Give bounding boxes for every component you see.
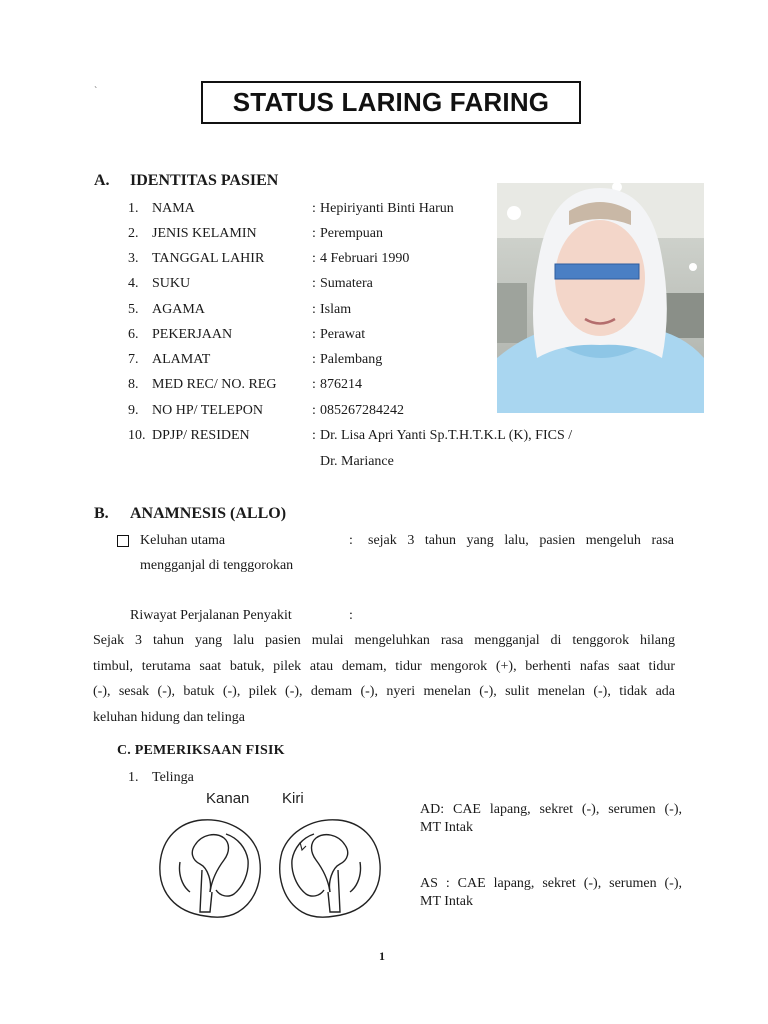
riwayat-colon: : xyxy=(349,608,353,623)
row-value: Palembang xyxy=(320,352,383,367)
keluhan-colon: : xyxy=(349,533,353,548)
row-number: 9. xyxy=(128,403,139,418)
row-value: 4 Februari 1990 xyxy=(320,251,410,266)
row-number: 10. xyxy=(128,428,146,443)
row-value: Dr. Lisa Apri Yanti Sp.T.H.T.K.L (K), FICS / xyxy=(320,428,573,443)
ear-right-drawing xyxy=(160,820,260,917)
section-c-title: C. PEMERIKSAAN FISIK xyxy=(117,743,285,758)
row-colon: : xyxy=(312,201,316,216)
row-value: 876214 xyxy=(320,377,362,392)
row-label: JENIS KELAMIN xyxy=(152,226,257,241)
paragraph-line: Sejak 3 tahun yang lalu pasien mulai mengeluhkan rasa mengganjal di tenggorok hilang xyxy=(93,633,675,648)
row-number: 4. xyxy=(128,276,139,291)
title-box xyxy=(201,81,581,124)
ear-left-drawing xyxy=(280,820,380,917)
row-number: 2. xyxy=(128,226,139,241)
censor-bar xyxy=(555,264,639,279)
row-colon: : xyxy=(312,302,316,317)
patient-photo xyxy=(497,183,704,413)
row-colon: : xyxy=(312,327,316,342)
row-colon: : xyxy=(312,428,316,443)
row-number: 5. xyxy=(128,302,139,317)
paragraph-line: (-), sesak (-), batuk (-), pilek (-), demam (-), nyeri menelan (-), sulit menelan (-), tidak ada xyxy=(93,684,675,699)
row-colon: : xyxy=(312,352,316,367)
page-title: STATUS LARING FARING xyxy=(232,87,550,117)
row-number: 1. xyxy=(128,201,139,216)
row-value: Perawat xyxy=(320,327,366,342)
row-label: AGAMA xyxy=(152,302,205,317)
row-colon: : xyxy=(312,276,316,291)
section-a-title: IDENTITAS PASIEN xyxy=(130,172,279,189)
paragraph-line: timbul, terutama saat batuk, pilek atau demam, tidur mengorok (+), berhenti nafas saat tidur xyxy=(93,659,675,674)
paragraph-line: keluhan hidung dan telinga xyxy=(93,710,246,725)
tympanic-membrane-diagram xyxy=(150,812,390,942)
stray-mark: ` xyxy=(94,86,98,97)
row-number: 3. xyxy=(128,251,139,266)
keluhan-text-line2: mengganjal di tenggorokan xyxy=(140,558,294,573)
as-note-line2: MT Intak xyxy=(420,894,474,909)
row-value: Perempuan xyxy=(320,226,383,241)
riwayat-label: Riwayat Perjalanan Penyakit xyxy=(130,608,292,623)
section-b-letter: B. xyxy=(94,505,109,522)
as-note xyxy=(420,875,682,911)
row-label: NO HP/ TELEPON xyxy=(152,403,263,418)
row-colon: : xyxy=(312,226,316,241)
row-value: Islam xyxy=(320,302,352,317)
section-b-title: ANAMNESIS (ALLO) xyxy=(130,505,287,522)
ad-note-line1: AD: CAE lapang, sekret (-), serumen (-), xyxy=(420,802,682,817)
row-label: MED REC/ NO. REG xyxy=(152,377,277,392)
as-note-line1: AS : CAE lapang, sekret (-), serumen (-), xyxy=(420,876,682,891)
keluhan-text-line1: sejak 3 tahun yang lalu, pasien mengeluh rasa xyxy=(368,533,674,548)
row-value-continuation: Dr. Mariance xyxy=(320,454,394,469)
ear-right-label: Kanan xyxy=(206,790,250,807)
keluhan-label: Keluhan utama xyxy=(140,533,226,548)
row-label: TANGGAL LAHIR xyxy=(152,251,265,266)
row-number: 6. xyxy=(128,327,139,342)
row-colon: : xyxy=(312,403,316,418)
section-a-letter: A. xyxy=(94,172,110,189)
telinga-number: 1. xyxy=(128,770,139,785)
row-number: 7. xyxy=(128,352,139,367)
ad-note xyxy=(420,801,682,837)
row-label: PEKERJAAN xyxy=(152,327,233,342)
page-number: 1 xyxy=(379,949,385,963)
row-label: SUKU xyxy=(152,276,191,291)
row-label: NAMA xyxy=(152,201,195,216)
row-colon: : xyxy=(312,377,316,392)
row-label: DPJP/ RESIDEN xyxy=(152,428,250,443)
row-label: ALAMAT xyxy=(152,352,211,367)
row-value: Hepiriyanti Binti Harun xyxy=(320,201,454,216)
ad-note-line2: MT Intak xyxy=(420,820,474,835)
row-number: 8. xyxy=(128,377,139,392)
row-value: 085267284242 xyxy=(320,403,404,418)
ear-left-label: Kiri xyxy=(282,790,304,807)
checkbox-icon xyxy=(117,535,129,547)
row-value: Sumatera xyxy=(320,276,373,291)
telinga-label: Telinga xyxy=(152,770,194,785)
row-colon: : xyxy=(312,251,316,266)
